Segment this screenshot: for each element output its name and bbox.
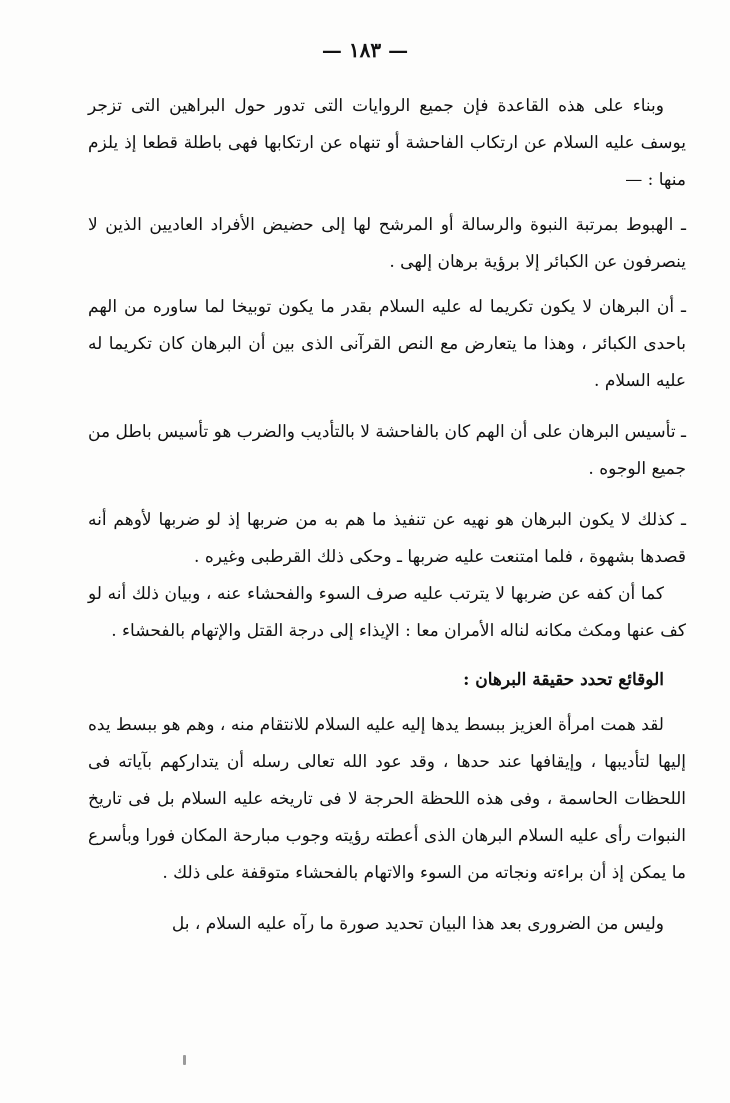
section-heading: الوقائع تحدد حقيقة البرهان : <box>463 670 664 690</box>
paragraph-point-3: ـ تأسيس البرهان على أن الهم كان بالفاحشة لا بالتأديب والضرب هو تأسيس باطل من جميع الوجوه . <box>88 422 686 479</box>
paragraph-intro: وبناء على هذه القاعدة فإن جميع الروايات التى تدور حول البراهين التى تزجر يوسف عليه السلام عن ارتكاب الفاحشة أو تنهاه عن ارتكابها فهى باطلة قطعا إذ يلزم منها : — <box>88 96 686 190</box>
paragraph-point-2: ـ أن البرهان لا يكون تكريما له عليه السلام بقدر ما يكون توبيخا لما ساوره من الهم باحدى الكبائر ، وهذا ما يتعارض مع النص القرآنى الذى بين أن البرهان كان تكريما له عليه السلام . <box>88 297 686 391</box>
paragraph-point-1: ـ الهبوط بمرتبة النبوة والرسالة أو المرشح لها إلى حضيض الأفراد العاديين الذين لا ينصرفون عن الكبائر إلا برؤية برهان إلهى . <box>88 215 686 272</box>
page-body <box>88 88 686 943</box>
paragraph-continuation: كما أن كفه عن ضربها لا يترتب عليه صرف السوء والفحشاء عنه ، وبيان ذلك أنه لو كف عنها ومكث مكانه لناله الأمران معا : الإيذاء إلى درجة القتل والإتهام بالفحشاء . <box>88 584 686 641</box>
paragraph-point-4: ـ كذلك لا يكون البرهان هو نهيه عن تنفيذ ما هم به من ضربها إذ لو ضربها لأوهم أنه قصدها بشهوة ، فلما امتنعت عليه ضربها ـ وحكى ذلك القرطبى وغيره . <box>88 510 686 567</box>
page-speck <box>183 1055 186 1065</box>
paragraph-events: لقد همت امرأة العزيز ببسط يدها إليه عليه السلام للانتقام منه ، وهم هو ببسط يده إليها لتأديبها ، وإيقافها عند حدها ، وقد عود الله تعالى رسله أن يتداركهم بآياته فى اللحظات الحاسمة ، وفى هذه اللحظة الحرجة لا فى تاريخه عليه السلام بل فى تاريخ النبوات رأى عليه السلام البرهان الذى أعطته رؤيته وجوب مبارحة المكان فورا وبأسرع ما يمكن إذ أن براءته ونجاته من السوء والاتهام بالفحشاء متوقفة على ذلك . <box>88 715 686 883</box>
paragraph-closing: وليس من الضرورى بعد هذا البيان تحديد صورة ما رآه عليه السلام ، بل <box>171 914 664 934</box>
page-number: — ١٨٣ — <box>321 38 409 62</box>
